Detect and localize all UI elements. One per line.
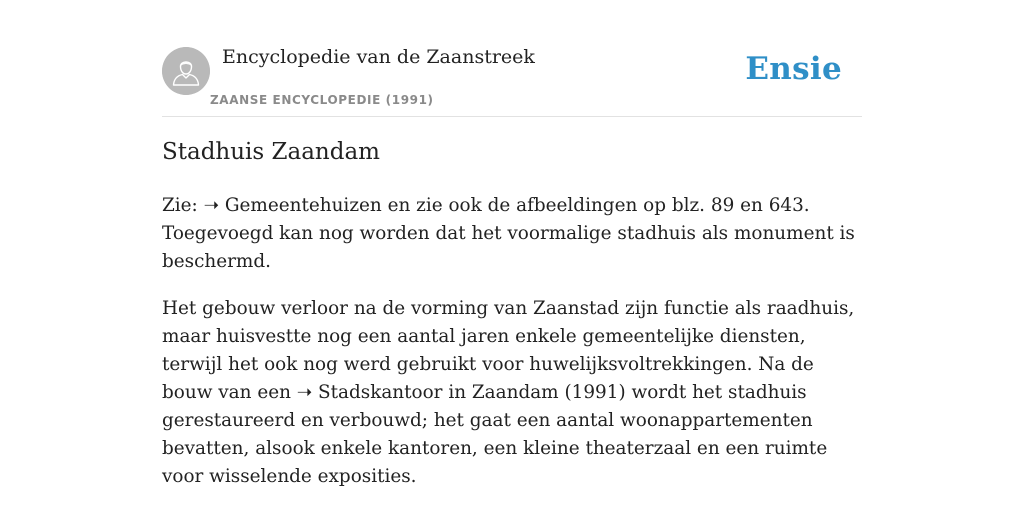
paragraph-text: Zie: xyxy=(162,195,204,216)
source-subtitle[interactable]: ZAANSE ENCYCLOPEDIE (1991) xyxy=(210,93,434,107)
link-gemeentehuizen[interactable]: ➝ Gemeentehuizen xyxy=(203,195,382,216)
paragraph-text: en zie ook de afbeeldingen op blz. 89 en 643. Toegevoegd kan nog worden dat het voormalige stadhuis als monument is beschermd. xyxy=(162,195,855,272)
article-paragraph xyxy=(162,192,867,276)
paragraph-text: Het gebouw verloor na de vorming van Zaanstad zijn functie als raadhuis, maar huisvestte nog een aantal jaren enkele gemeentelijke diensten, terwijl het ook nog werd gebruikt voor huwelijksvoltrekkingen. Na de bouw van een xyxy=(162,298,855,403)
paragraph-text: (1991) wordt het stadhuis gerestaureerd en verbouwd; het gaat een aantal woonappartementen bevatten, alsook enkele kantoren, een kleine theaterzaal en een ruimte voor wisselende exposities. xyxy=(162,382,828,487)
source-avatar[interactable] xyxy=(162,47,210,95)
source-header xyxy=(162,45,862,117)
ensie-logo[interactable]: Ensie xyxy=(745,51,842,87)
user-icon xyxy=(162,47,210,95)
article-title: Stadhuis Zaandam xyxy=(162,139,380,165)
article-paragraph xyxy=(162,295,867,491)
link-stadskantoor-zaandam[interactable]: ➝ Stadskantoor in Zaandam xyxy=(296,382,559,403)
article-body xyxy=(162,192,867,510)
source-title[interactable]: Encyclopedie van de Zaanstreek xyxy=(222,46,535,68)
